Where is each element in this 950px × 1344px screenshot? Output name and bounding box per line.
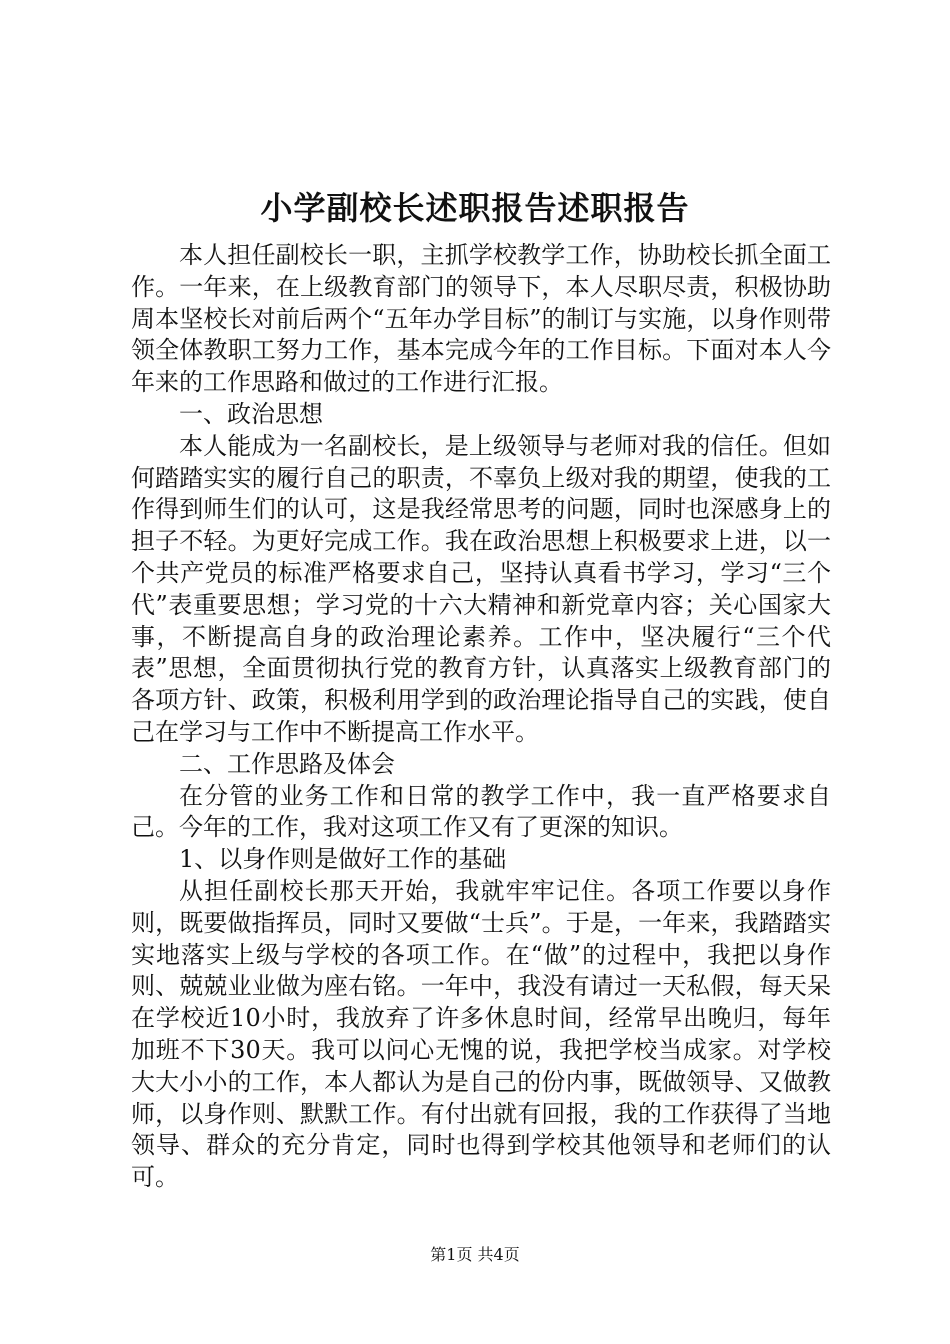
subsection-heading-lead-by-example: 1、以身作则是做好工作的基础 <box>179 845 507 874</box>
document-body <box>131 240 831 1194</box>
section-heading-work-approach: 二、工作思路及体会 <box>179 749 395 778</box>
paragraph-work-approach: 在分管的业务工作和日常的教学工作中，我一直严格要求自己。今年的工作，我对这项工作又有了更深的知识。 <box>131 781 831 842</box>
paragraph-lead-by-example: 从担任副校长那天开始，我就牢牢记住。各项工作要以身作则，既要做指挥员，同时又要做“士兵”。于是，一年来，我踏踏实实地落实上级与学校的各项工作。在“做”的过程中，我把以身作则、兢兢业业做为座右铭。一年中，我没有请过一天私假，每天呆在学校近10小时，我放弃了许多休息时间，经常早出晚归，每年加班不下30天。我可以问心无愧的说，我把学校当成家。对学校大大小小的工作，本人都认为是自己的份内事，既做领导、又做教师，以身作则、默默工作。有付出就有回报，我的工作获得了当地领导、群众的充分肯定，同时也得到学校其他领导和老师们的认可。 <box>131 876 831 1192</box>
page-number-footer: 第1页 共4页 <box>430 1245 520 1264</box>
paragraph-intro: 本人担任副校长一职，主抓学校教学工作，协助校长抓全面工作。一年来，在上级教育部门的领导下，本人尽职尽责，积极协助周本坚校长对前后两个“五年办学目标”的制订与实施，以身作则带领全体教职工努力工作，基本完成今年的工作目标。下面对本人今年来的工作思路和做过的工作进行汇报。 <box>131 241 831 397</box>
section-heading-politics: 一、政治思想 <box>179 399 323 428</box>
document-title: 小学副校长述职报告述职报告 <box>260 189 690 227</box>
paragraph-politics: 本人能成为一名副校长，是上级领导与老师对我的信任。但如何踏踏实实的履行自己的职责，不辜负上级对我的期望，使我的工作得到师生们的认可，这是我经常思考的问题，同时也深感身上的担子不轻。为更好完成工作。我在政治思想上积极要求上进，以一个共产党员的标准严格要求自己，坚持认真看书学习，学习“三个代”表重要思想；学习党的十六大精神和新党章内容；关心国家大事，不断提高自身的政治理论素养。工作中，坚决履行“三个代表”思想，全面贯彻执行党的教育方针，认真落实上级教育部门的各项方针、政策，积极利用学到的政治理论指导自己的实践，使自己在学习与工作中不断提高工作水平。 <box>131 431 831 746</box>
